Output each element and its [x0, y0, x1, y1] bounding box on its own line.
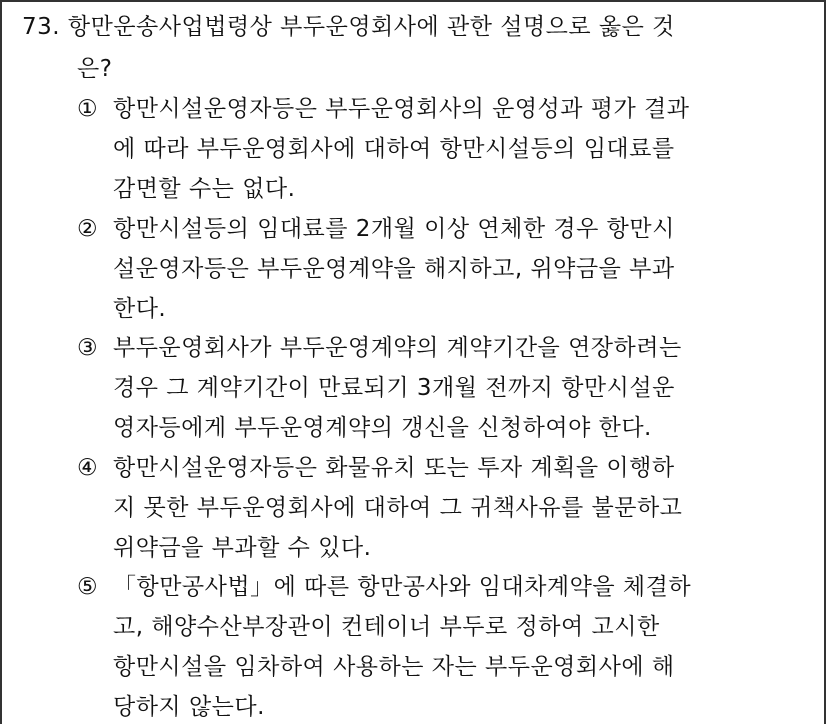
- option-3-line-1: 부두운영회사가 부두운영계약의 계약기간을 연장하려는: [113, 335, 682, 361]
- option-4-marker: ④: [77, 455, 99, 481]
- question-text: 항만운송사업법령상 부두운영회사에 관한 설명으로 옳은 것: [67, 14, 675, 40]
- question-line-1: [22, 12, 675, 42]
- option-4-line-3: 위약금을 부과할 수 있다.: [113, 535, 372, 561]
- option-5-marker: ⑤: [77, 574, 99, 600]
- option-1-line-2: 에 따라 부두운영회사에 대하여 항만시설등의 임대료를: [113, 136, 675, 162]
- option-1[interactable]: [77, 94, 689, 124]
- option-3-marker: ③: [77, 335, 99, 361]
- option-5-line-3: 항만시설을 임차하여 사용하는 자는 부두운영회사에 해: [113, 654, 675, 680]
- option-2-line-1: 항만시설등의 임대료를 2개월 이상 연체한 경우 항만시: [113, 216, 675, 242]
- option-2-line-3: 한다.: [113, 296, 167, 322]
- option-1-line-1: 항만시설운영자등은 부두운영회사의 운영성과 평가 결과: [113, 96, 690, 122]
- option-1-marker: ①: [77, 96, 99, 122]
- option-3[interactable]: [77, 333, 682, 363]
- option-1-line-3: 감면할 수는 없다.: [113, 176, 296, 202]
- option-2-marker: ②: [77, 216, 99, 242]
- option-2-line-2: 설운영자등은 부두운영계약을 해지하고, 위약금을 부과: [113, 256, 675, 282]
- option-4-line-1: 항만시설운영자등은 화물유치 또는 투자 계획을 이행하: [113, 455, 675, 481]
- option-5-line-1: 「항만공사법」에 따른 항만공사와 임대차계약을 체결하: [113, 574, 692, 600]
- option-5-line-2: 고, 해양수산부장관이 컨테이너 부두로 정하여 고시한: [113, 614, 660, 640]
- option-4[interactable]: [77, 453, 675, 483]
- option-5[interactable]: [77, 572, 691, 602]
- option-2[interactable]: [77, 214, 675, 244]
- option-3-line-2: 경우 그 계약기간이 만료되기 3개월 전까지 항만시설운: [113, 375, 675, 401]
- option-5-line-4: 당하지 않는다.: [113, 694, 265, 720]
- question-number: 73.: [22, 14, 61, 40]
- option-3-line-3: 영자등에게 부두운영계약의 갱신을 신청하여야 한다.: [113, 415, 652, 441]
- question-line-2: 은?: [77, 56, 113, 82]
- option-4-line-2: 지 못한 부두운영회사에 대하여 그 귀책사유를 불문하고: [113, 495, 683, 521]
